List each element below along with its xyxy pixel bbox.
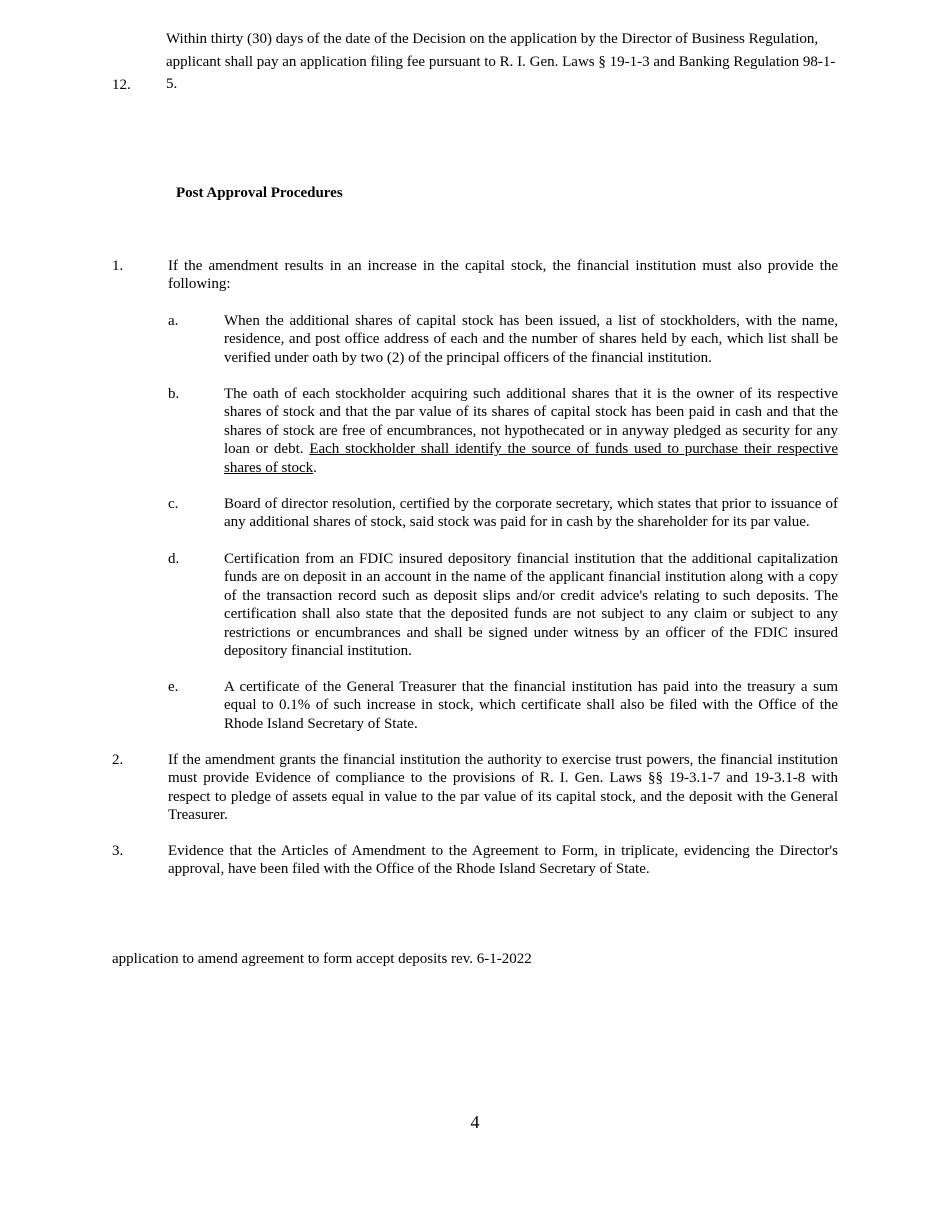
list-item-text: If the amendment grants the financial institution the authority to exercise trust powers, the financial institution must provide Evidence of compliance to the provisions of R. I. Gen. Laws §§ 19-3.1-7 and 19-3.1-8 with respect to pledge of assets equal in value to the par value of its capital stock, and the deposit with the General Treasurer.	[168, 752, 838, 824]
subitem-underlined-text: Each stockholder shall identify the source of funds used to purchase their respective shares of stock	[224, 441, 838, 476]
list-item-text: If the amendment results in an increase in the capital stock, the financial institution must also provide the following:	[168, 258, 838, 293]
subitem-text: Board of director resolution, certified by the corporate secretary, which states that prior to issuance of any additional shares of stock, said stock was paid for in cash by the shareholder for its par value.	[224, 496, 838, 531]
subitem-text-main: The oath of each stockholder acquiring such additional shares that it is the owner of its respective shares of stock and that the par value of its shares of capital stock has been paid in cash and that the shares of stock are free of encumbrances, not hypothecated or in anyway pledged as security for any loan or debt.	[224, 386, 838, 458]
list-item-text: Evidence that the Articles of Amendment to the Agreement to Form, in triplicate, evidencing the Director's approval, have been filed with the Office of the Rhode Island Secretary of State.	[168, 843, 838, 878]
subitem-letter: a.	[168, 313, 179, 329]
subitem-letter: d.	[168, 551, 180, 567]
subitem-letter: e.	[168, 679, 179, 695]
subitem-text: Certification from an FDIC insured depository financial institution that the additional capitalization funds are on deposit in an account in the name of the applicant financial institution along with a copy of the transaction record such as deposit slips and/or credit advice's relating to such deposits. The certification shall also state that the deposited funds are not subject to any claim or subject to any restrictions or encumbrances and shall be signed under witness by an officer of the FDIC insured depository financial institution.	[224, 551, 838, 660]
section-heading: Post Approval Procedures	[176, 185, 343, 201]
list-item-number: 3.	[112, 843, 124, 859]
revision-footer: application to amend agreement to form accept deposits rev. 6-1-2022	[112, 951, 532, 967]
list-item-number: 1.	[112, 258, 124, 274]
subitem-text: A certificate of the General Treasurer that the financial institution has paid into the treasury a sum equal to 0.1% of such increase in stock, which certificate shall also be filed with the Office of the Rhode Island Secretary of State.	[224, 679, 838, 732]
page-number: 4	[470, 1112, 480, 1132]
list-item-3	[112, 842, 838, 879]
subitem-letter: c.	[168, 496, 179, 512]
list-item-1	[112, 257, 838, 294]
subitem-text: When the additional shares of capital stock has been issued, a list of stockholders, with the name, residence, and post office address of each and the number of shares held by each, which list shall be verified under oath by two (2) of the principal officers of the financial institution.	[224, 313, 838, 366]
subitem-d	[168, 550, 838, 660]
list-item-2	[112, 751, 838, 825]
list-item-number: 2.	[112, 752, 124, 768]
item-12-number: 12.	[112, 77, 131, 93]
subitem-c	[168, 495, 838, 532]
subitem-text-tail: .	[313, 459, 317, 476]
subitem-b	[168, 385, 838, 477]
subitem-e	[168, 678, 838, 733]
subitem-letter: b.	[168, 386, 180, 402]
subitem-a	[168, 312, 838, 367]
subitem-text	[224, 385, 838, 477]
item-12-text: Within thirty (30) days of the date of the Decision on the application by the Director of Business Regulation, applicant shall pay an application filing fee pursuant to R. I. Gen. Laws § 19-1-3 and Banking Regulation 98-1-5.	[166, 31, 836, 92]
